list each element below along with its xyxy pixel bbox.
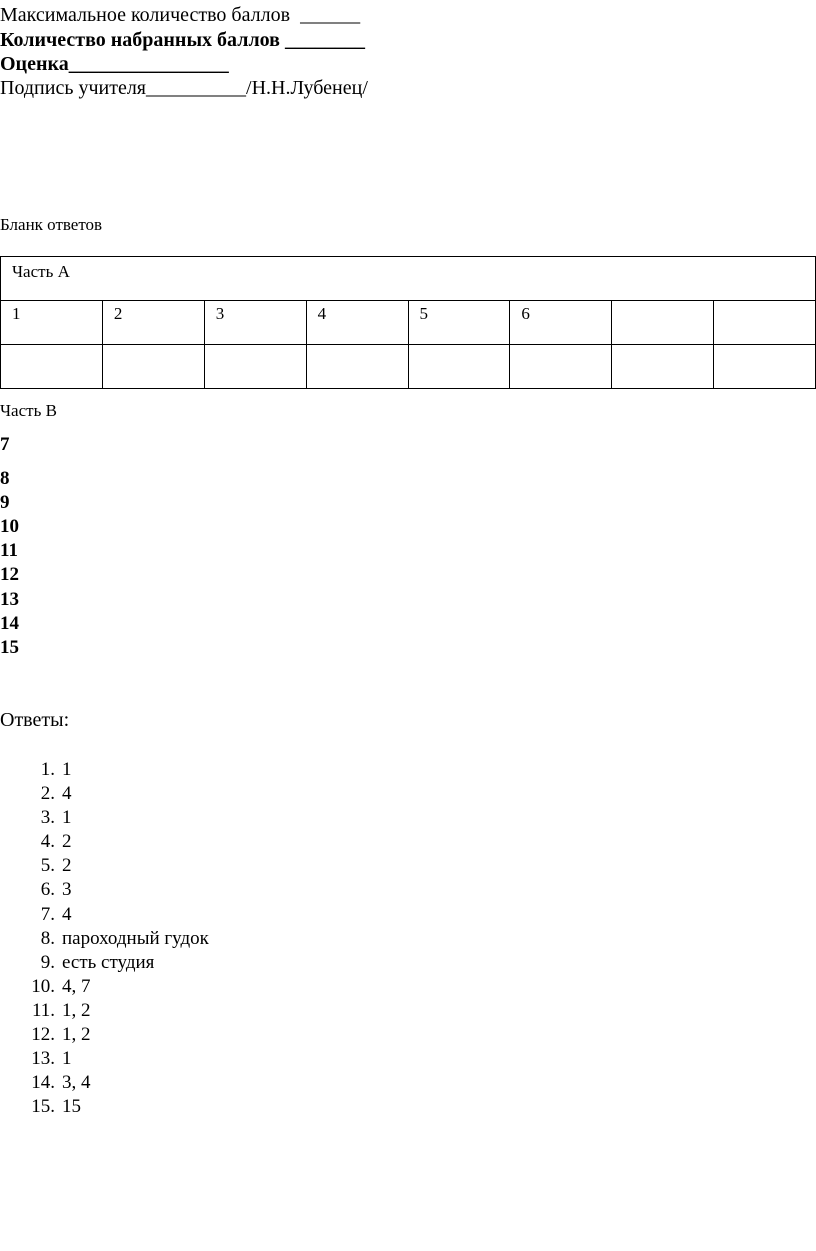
answer-value: 1 [62,807,72,829]
part-b-number: 10 [0,516,19,537]
part-a-numbers-row [1,301,816,345]
answer-value: 1 [62,759,72,780]
answer-number: 7. [40,903,55,925]
part-a-answer-cell[interactable] [1,345,103,389]
part-a-answer-cell[interactable] [408,345,510,389]
max-points-line: Максимальное количество баллов ______ [0,4,361,26]
answer-value: 4, 7 [62,975,91,997]
part-a-answers-row [1,345,816,389]
grade-line: Оценка________________ [0,53,229,75]
part-a-answer-cell[interactable] [612,345,714,389]
answer-number: 3. [40,807,55,829]
part-b-number: 7 [0,434,10,455]
answer-value: пароходный гудок [62,927,209,949]
part-a-number-cell: 5 [408,301,510,345]
answer-value: 2 [62,855,72,877]
answer-value: 3, 4 [62,1072,91,1094]
part-a-answer-cell[interactable] [510,345,612,389]
answer-number: 9. [40,951,55,973]
part-a-answer-cell[interactable] [204,345,306,389]
answer-value: 4 [62,783,72,805]
answer-number: 5. [40,855,55,877]
answer-number: 12. [31,1024,55,1046]
answer-value: 1 [62,1048,72,1070]
answer-number: 15. [31,1096,55,1118]
part-a-table [0,256,816,389]
part-b-number: 11 [0,540,18,561]
part-b-number: 15 [0,637,19,658]
answer-value: 3 [62,879,72,901]
answer-number: 2. [40,783,55,805]
answer-number: 10. [31,975,55,997]
part-b-number: 14 [0,613,19,634]
part-b-title: Часть В [0,401,57,420]
answer-number: 8. [40,927,55,949]
part-a-number-cell [612,301,714,345]
answer-number: 14. [31,1072,55,1094]
scored-points-line: Количество набранных баллов ________ [0,29,365,51]
part-a-number-cell: 3 [204,301,306,345]
part-a-number-cell: 2 [102,301,204,345]
answer-value: 1, 2 [62,1024,91,1046]
part-a-answer-cell[interactable] [306,345,408,389]
teacher-signature-line: Подпись учителя__________/Н.Н.Лубенец/ [0,77,368,99]
answer-value: 15 [62,1096,81,1118]
answer-number: 13. [31,1048,55,1070]
answer-number: 6. [40,879,55,901]
answer-number: 11. [31,999,55,1021]
part-a-number-cell: 1 [1,301,103,345]
part-a-header-row [1,257,816,301]
answer-value: есть студия [62,951,155,973]
part-a-number-cell [714,301,816,345]
part-b-number: 9 [0,492,10,513]
answer-value: 2 [62,831,72,853]
part-a-answer-cell[interactable] [714,345,816,389]
part-a-number-cell: 4 [306,301,408,345]
part-b-number: 13 [0,589,19,610]
answer-sheet-title: Бланк ответов [0,215,103,234]
part-a-title: Часть А [1,257,816,301]
answer-value: 4 [62,903,72,925]
part-a-number-cell: 6 [510,301,612,345]
answer-number: 1. [40,759,55,780]
answers-title: Ответы: [0,709,70,731]
part-b-number: 8 [0,468,10,489]
answer-value: 1, 2 [62,999,91,1021]
answer-number: 4. [40,831,55,853]
part-a-answer-cell[interactable] [102,345,204,389]
part-b-number: 12 [0,564,19,585]
